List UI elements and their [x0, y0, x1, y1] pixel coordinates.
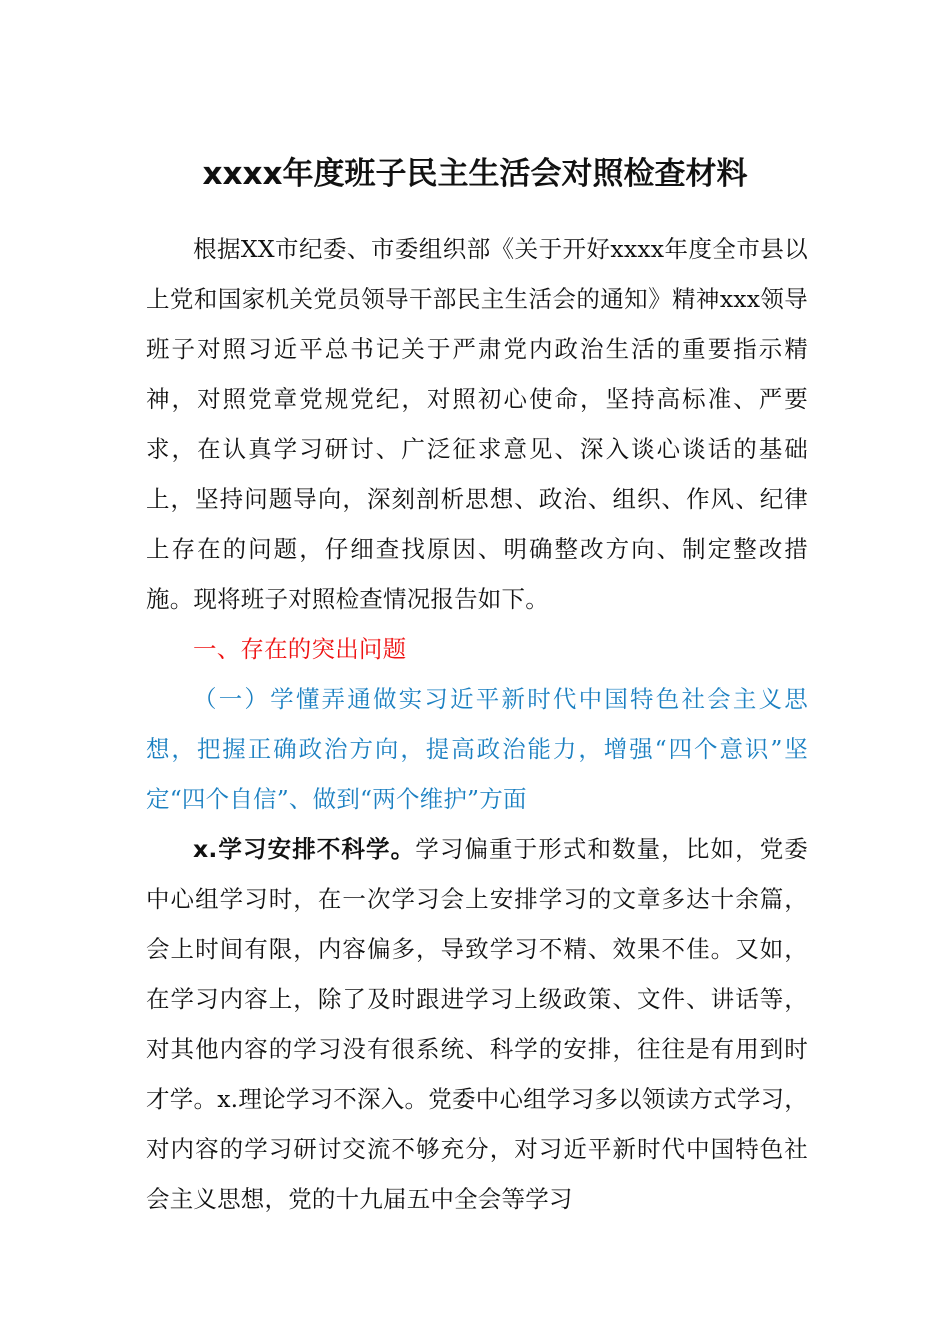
section-heading: 一、存在的突出问题	[193, 635, 407, 663]
intro-paragraph: 根据XX市纪委、市委组织部《关于开好xxxx年度全市县以上党和国家机关党员领导干部民主生活会的通知》精神xxx领导班子对照习近平总书记关于严肃党内政治生活的重要指示精神，对照党章党规党纪，对照初心使命，坚持高标准、严要求，在认真学习研讨、广泛征求意见、深入谈心谈话的基础上，坚持问题导向，深刻剖析思想、政治、组织、作风、纪律上存在的问题，仔细查找原因、明确整改方向、制定整改措施。现将班子对照检查情况报告如下。	[146, 235, 808, 613]
point-label: x.学习安排不科学。	[193, 835, 416, 863]
document-title: xxxx年度班子民主生活会对照检查材料	[202, 156, 748, 192]
subsection-heading: （一）学懂弄通做实习近平新时代中国特色社会主义思想，把握正确政治方向，提高政治能力，增强“四个意识”坚定“四个自信”、做到“两个维护”方面	[146, 685, 808, 813]
document-body	[146, 224, 808, 1224]
point-text: 学习偏重于形式和数量，比如，党委中心组学习时，在一次学习会上安排学习的文章多达十余篇，会上时间有限，内容偏多，导致学习不精、效果不佳。又如，在学习内容上，除了及时跟进学习上级政策、文件、讲话等，对其他内容的学习没有很系统、科学的安排，往往是有用到时才学。x.理论学习不深入。党委中心组学习多以领读方式学习，对内容的学习研讨交流不够充分，对习近平新时代中国特色社会主义思想，党的十九届五中全会等学习	[146, 835, 808, 1213]
point-paragraph	[146, 824, 808, 1224]
